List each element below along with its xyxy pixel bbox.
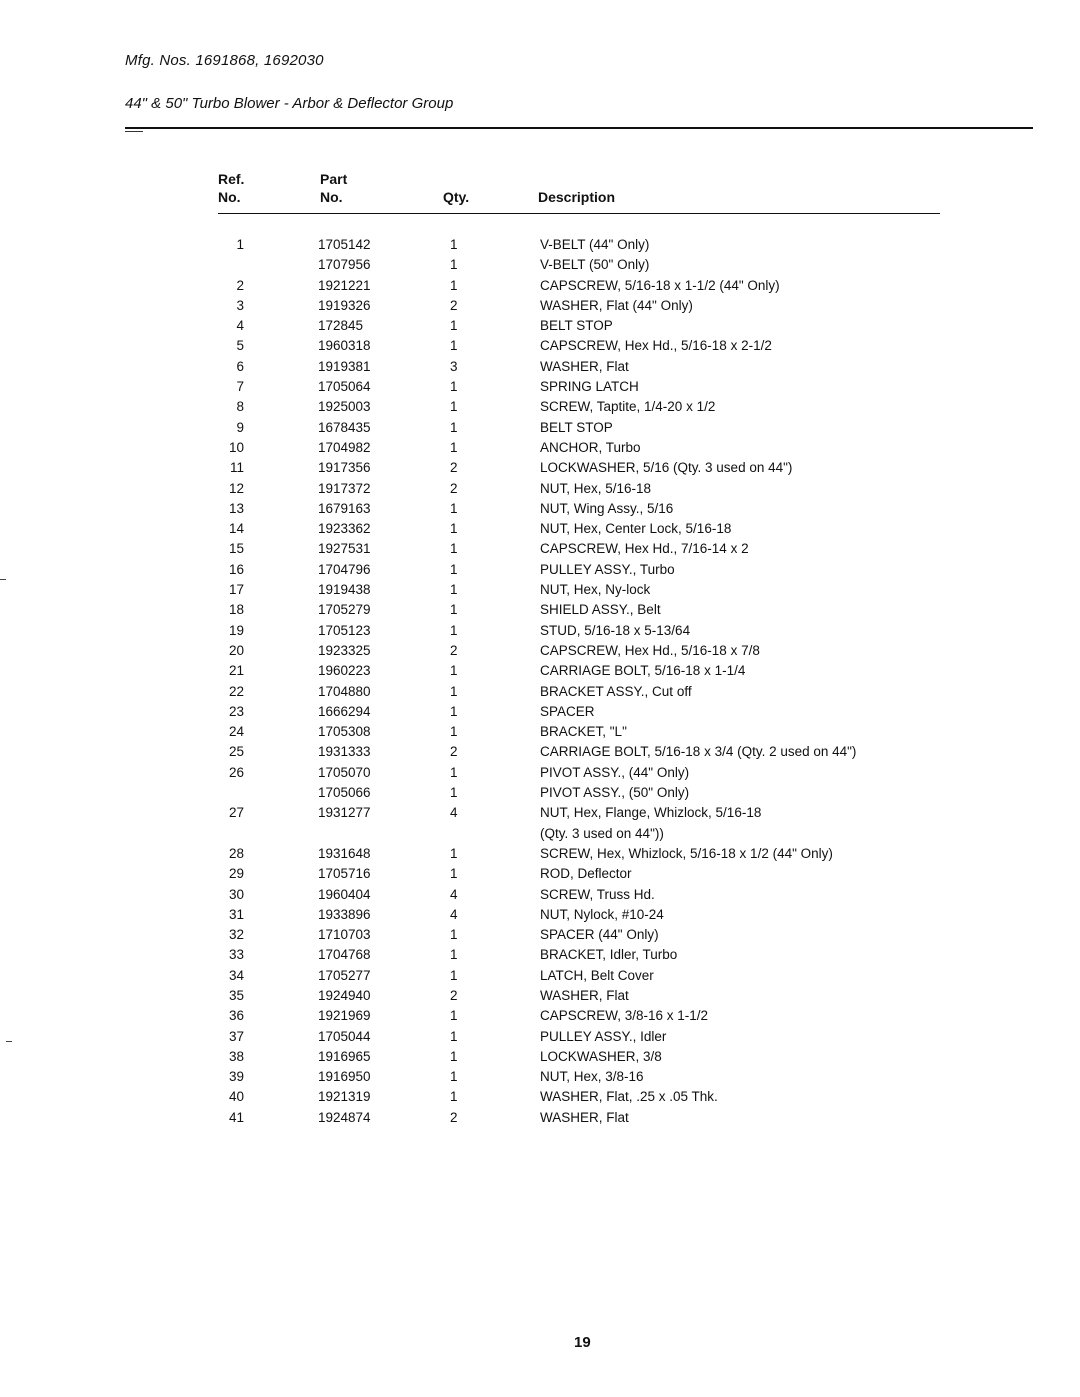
table-row xyxy=(0,418,1080,438)
ref-cell: 3 xyxy=(236,297,244,313)
description-cell: BELT STOP xyxy=(540,318,613,334)
part-number-cell: 1917372 xyxy=(318,480,371,496)
description-cell: NUT, Hex, 3/8-16 xyxy=(540,1069,644,1085)
qty-cell: 1 xyxy=(450,277,458,293)
table-row xyxy=(0,1067,1080,1087)
description-cell: NUT, Wing Assy., 5/16 xyxy=(540,500,674,516)
part-number-cell: 1916950 xyxy=(318,1069,371,1085)
table-row xyxy=(0,1027,1080,1047)
header-rule xyxy=(125,127,1033,129)
description-cell: NUT, Hex, Ny-lock xyxy=(540,582,651,598)
part-number-cell: 1960404 xyxy=(318,886,371,902)
table-row xyxy=(0,682,1080,702)
table-row xyxy=(0,824,1080,844)
ref-cell: 10 xyxy=(228,439,244,455)
description-cell: ROD, Deflector xyxy=(540,866,632,882)
description-cell: CARRIAGE BOLT, 5/16-18 x 1-1/4 xyxy=(540,663,746,679)
ref-cell: 34 xyxy=(228,967,244,983)
part-number-cell: 1933896 xyxy=(318,906,371,922)
qty-cell: 2 xyxy=(450,460,458,476)
description-cell: NUT, Nylock, #10-24 xyxy=(540,906,664,922)
qty-cell: 1 xyxy=(450,1048,458,1064)
table-row xyxy=(0,276,1080,296)
ref-cell: 21 xyxy=(228,663,244,679)
table-row xyxy=(0,580,1080,600)
description-cell: CAPSCREW, Hex Hd., 7/16-14 x 2 xyxy=(540,541,749,557)
part-number-cell: 1923325 xyxy=(318,642,371,658)
ref-cell: 6 xyxy=(236,358,244,374)
part-number-cell: 1704768 xyxy=(318,947,371,963)
qty-cell: 4 xyxy=(450,906,458,922)
table-row xyxy=(0,885,1080,905)
part-number-cell: 1919326 xyxy=(318,297,371,313)
qty-cell: 1 xyxy=(450,1008,458,1024)
qty-cell: 1 xyxy=(450,257,458,273)
qty-cell: 1 xyxy=(450,1069,458,1085)
qty-cell: 1 xyxy=(450,318,458,334)
part-number-cell: 1705716 xyxy=(318,866,371,882)
qty-cell: 1 xyxy=(450,683,458,699)
qty-cell: 1 xyxy=(450,500,458,516)
ref-cell: 30 xyxy=(228,886,244,902)
ref-cell: 13 xyxy=(228,500,244,516)
ref-cell: 22 xyxy=(228,683,244,699)
rule-tick xyxy=(125,131,143,132)
description-cell: WASHER, Flat xyxy=(540,987,629,1003)
table-row xyxy=(0,255,1080,275)
table-row xyxy=(0,479,1080,499)
ref-cell: 5 xyxy=(236,338,244,354)
description-cell: CAPSCREW, Hex Hd., 5/16-18 x 7/8 xyxy=(540,642,760,658)
ref-cell: 31 xyxy=(228,906,244,922)
ref-cell: 8 xyxy=(236,399,244,415)
qty-cell: 1 xyxy=(450,724,458,740)
ref-cell: 33 xyxy=(228,947,244,963)
description-cell: SPACER xyxy=(540,703,595,719)
part-number-cell: 1705066 xyxy=(318,785,371,801)
col-header-qty: Qty. xyxy=(443,189,470,205)
part-number-cell: 1960318 xyxy=(318,338,371,354)
ref-cell: 15 xyxy=(228,541,244,557)
table-row xyxy=(0,966,1080,986)
qty-cell: 1 xyxy=(450,764,458,780)
part-number-cell: 1705044 xyxy=(318,1028,371,1044)
part-number-cell: 1679163 xyxy=(318,500,371,516)
part-number-cell: 1705277 xyxy=(318,967,371,983)
table-row xyxy=(0,539,1080,559)
part-number-cell: 1710703 xyxy=(318,927,371,943)
table-row xyxy=(0,336,1080,356)
qty-cell: 1 xyxy=(450,521,458,537)
ref-cell: 26 xyxy=(228,764,244,780)
table-row xyxy=(0,499,1080,519)
table-row xyxy=(0,783,1080,803)
ref-cell: 41 xyxy=(228,1109,244,1125)
qty-cell: 2 xyxy=(450,642,458,658)
mfg-numbers: Mfg. Nos. 1691868, 1692030 xyxy=(125,52,324,69)
table-row xyxy=(0,438,1080,458)
part-number-cell: 1705070 xyxy=(318,764,371,780)
table-row xyxy=(0,1006,1080,1026)
qty-cell: 1 xyxy=(450,379,458,395)
ref-cell: 7 xyxy=(236,379,244,395)
qty-cell: 2 xyxy=(450,744,458,760)
qty-cell: 4 xyxy=(450,805,458,821)
qty-cell: 2 xyxy=(450,1109,458,1125)
description-cell: NUT, Hex, 5/16-18 xyxy=(540,480,652,496)
description-cell: PULLEY ASSY., Idler xyxy=(540,1028,667,1044)
ref-cell: 40 xyxy=(228,1089,244,1105)
ref-cell: 35 xyxy=(228,987,244,1003)
part-number-cell: 1666294 xyxy=(318,703,371,719)
description-cell: WASHER, Flat (44" Only) xyxy=(540,297,693,313)
description-cell: V-BELT (44" Only) xyxy=(540,237,650,252)
part-number-cell: 1705064 xyxy=(318,379,371,395)
part-number-cell: 1924874 xyxy=(318,1109,371,1125)
part-number-cell: 1921319 xyxy=(318,1089,371,1105)
parts-table xyxy=(0,235,1080,1128)
description-cell: BRACKET ASSY., Cut off xyxy=(540,683,692,699)
page-number: 19 xyxy=(574,1334,591,1351)
description-cell: PIVOT ASSY., (44" Only) xyxy=(540,764,690,780)
part-number-cell: 1919381 xyxy=(318,358,371,374)
qty-cell: 1 xyxy=(450,663,458,679)
table-row xyxy=(0,803,1080,823)
qty-cell: 2 xyxy=(450,987,458,1003)
description-cell: (Qty. 3 used on 44")) xyxy=(540,825,664,841)
table-row xyxy=(0,763,1080,783)
qty-cell: 1 xyxy=(450,785,458,801)
qty-cell: 1 xyxy=(450,338,458,354)
description-cell: CAPSCREW, 5/16-18 x 1-1/2 (44" Only) xyxy=(540,277,780,293)
qty-cell: 1 xyxy=(450,237,458,252)
description-cell: SPACER (44" Only) xyxy=(540,927,659,943)
qty-cell: 1 xyxy=(450,947,458,963)
ref-cell: 36 xyxy=(228,1008,244,1024)
qty-cell: 1 xyxy=(450,582,458,598)
table-row xyxy=(0,641,1080,661)
qty-cell: 1 xyxy=(450,703,458,719)
part-number-cell: 1925003 xyxy=(318,399,371,415)
part-number-cell: 1705142 xyxy=(318,237,371,252)
part-number-cell: 1916965 xyxy=(318,1048,371,1064)
ref-cell: 32 xyxy=(228,927,244,943)
ref-cell: 17 xyxy=(228,582,244,598)
part-number-cell: 1921221 xyxy=(318,277,371,293)
table-row xyxy=(0,397,1080,417)
part-number-cell: 1931333 xyxy=(318,744,371,760)
ref-cell: 24 xyxy=(228,724,244,740)
qty-cell: 3 xyxy=(450,358,458,374)
description-cell: WASHER, Flat xyxy=(540,358,629,374)
qty-cell: 1 xyxy=(450,1028,458,1044)
description-cell: SPRING LATCH xyxy=(540,379,639,395)
qty-cell: 1 xyxy=(450,602,458,618)
description-cell: CAPSCREW, Hex Hd., 5/16-18 x 2-1/2 xyxy=(540,338,772,354)
ref-cell: 29 xyxy=(228,866,244,882)
description-cell: WASHER, Flat xyxy=(540,1109,629,1125)
ref-cell: 19 xyxy=(228,622,244,638)
table-row xyxy=(0,458,1080,478)
table-row xyxy=(0,560,1080,580)
description-cell: PIVOT ASSY., (50" Only) xyxy=(540,785,690,801)
description-cell: BRACKET, Idler, Turbo xyxy=(540,947,678,963)
ref-cell: 2 xyxy=(236,277,244,293)
ref-cell: 12 xyxy=(228,480,244,496)
table-row xyxy=(0,742,1080,762)
qty-cell: 1 xyxy=(450,439,458,455)
qty-cell: 4 xyxy=(450,886,458,902)
part-number-cell: 172845 xyxy=(318,318,364,334)
table-row xyxy=(0,377,1080,397)
col-header-description: Description xyxy=(538,189,616,205)
table-row xyxy=(0,621,1080,641)
ref-cell: 37 xyxy=(228,1028,244,1044)
table-row xyxy=(0,1108,1080,1128)
part-number-cell: 1705279 xyxy=(318,602,371,618)
description-cell: WASHER, Flat, .25 x .05 Thk. xyxy=(540,1089,718,1105)
part-number-cell: 1917356 xyxy=(318,460,371,476)
description-cell: ANCHOR, Turbo xyxy=(540,439,641,455)
part-number-cell: 1924940 xyxy=(318,987,371,1003)
qty-cell: 1 xyxy=(450,561,458,577)
table-row xyxy=(0,357,1080,377)
table-header-rule xyxy=(218,213,940,214)
description-cell: SCREW, Taptite, 1/4-20 x 1/2 xyxy=(540,399,716,415)
table-row xyxy=(0,661,1080,681)
qty-cell: 1 xyxy=(450,967,458,983)
table-row xyxy=(0,722,1080,742)
part-number-cell: 1707956 xyxy=(318,257,371,273)
ref-cell: 20 xyxy=(228,642,244,658)
col-header-part: Part No. xyxy=(320,171,348,205)
table-row xyxy=(0,844,1080,864)
table-row xyxy=(0,316,1080,336)
qty-cell: 1 xyxy=(450,622,458,638)
ref-cell: 18 xyxy=(228,602,244,618)
part-number-cell: 1705123 xyxy=(318,622,371,638)
part-number-cell: 1921969 xyxy=(318,1008,371,1024)
table-row xyxy=(0,864,1080,884)
ref-cell: 38 xyxy=(228,1048,244,1064)
table-row xyxy=(0,519,1080,539)
qty-cell: 1 xyxy=(450,541,458,557)
qty-cell: 1 xyxy=(450,419,458,435)
table-row xyxy=(0,600,1080,620)
table-row xyxy=(0,986,1080,1006)
qty-cell: 2 xyxy=(450,297,458,313)
part-number-cell: 1705308 xyxy=(318,724,371,740)
qty-cell: 1 xyxy=(450,1089,458,1105)
description-cell: LOCKWASHER, 5/16 (Qty. 3 used on 44") xyxy=(540,460,793,476)
ref-cell: 4 xyxy=(236,318,244,334)
table-row xyxy=(0,945,1080,965)
description-cell: NUT, Hex, Center Lock, 5/16-18 xyxy=(540,521,732,537)
description-cell: CARRIAGE BOLT, 5/16-18 x 3/4 (Qty. 2 used on 44") xyxy=(540,744,857,760)
part-number-cell: 1931648 xyxy=(318,845,371,861)
ref-cell: 14 xyxy=(228,521,244,537)
qty-cell: 1 xyxy=(450,845,458,861)
part-number-cell: 1704880 xyxy=(318,683,371,699)
description-cell: STUD, 5/16-18 x 5-13/64 xyxy=(540,622,691,638)
qty-cell: 1 xyxy=(450,399,458,415)
ref-cell: 23 xyxy=(228,703,244,719)
ref-cell: 39 xyxy=(228,1069,244,1085)
ref-cell: 16 xyxy=(228,561,244,577)
part-number-cell: 1927531 xyxy=(318,541,371,557)
description-cell: CAPSCREW, 3/8-16 x 1-1/2 xyxy=(540,1008,709,1024)
col-header-ref: Ref. No. xyxy=(218,171,245,205)
qty-cell: 1 xyxy=(450,927,458,943)
description-cell: PULLEY ASSY., Turbo xyxy=(540,561,675,577)
ref-cell: 11 xyxy=(229,460,244,476)
group-title: 44" & 50" Turbo Blower - Arbor & Deflector Group xyxy=(125,95,454,112)
ref-cell: 28 xyxy=(228,845,244,861)
description-cell: SCREW, Hex, Whizlock, 5/16-18 x 1/2 (44" Only) xyxy=(540,845,833,861)
ref-cell: 25 xyxy=(228,744,244,760)
table-row xyxy=(0,925,1080,945)
description-cell: BELT STOP xyxy=(540,419,613,435)
part-number-cell: 1919438 xyxy=(318,582,371,598)
ref-cell: 9 xyxy=(236,419,244,435)
description-cell: LATCH, Belt Cover xyxy=(540,967,654,983)
part-number-cell: 1678435 xyxy=(318,419,371,435)
table-row xyxy=(0,235,1080,255)
description-cell: BRACKET, "L" xyxy=(540,724,627,740)
description-cell: SHIELD ASSY., Belt xyxy=(540,602,661,618)
table-row xyxy=(0,702,1080,722)
description-cell: V-BELT (50" Only) xyxy=(540,257,650,273)
table-row xyxy=(0,1047,1080,1067)
table-row xyxy=(0,296,1080,316)
description-cell: LOCKWASHER, 3/8 xyxy=(540,1048,662,1064)
ref-cell: 1 xyxy=(236,237,244,252)
part-number-cell: 1923362 xyxy=(318,521,371,537)
qty-cell: 2 xyxy=(450,480,458,496)
part-number-cell: 1704796 xyxy=(318,561,371,577)
part-number-cell: 1704982 xyxy=(318,439,371,455)
qty-cell: 1 xyxy=(450,866,458,882)
ref-cell: 27 xyxy=(228,805,244,821)
description-cell: NUT, Hex, Flange, Whizlock, 5/16-18 xyxy=(540,805,762,821)
part-number-cell: 1960223 xyxy=(318,663,371,679)
table-row xyxy=(0,1087,1080,1107)
part-number-cell: 1931277 xyxy=(318,805,371,821)
table-row xyxy=(0,905,1080,925)
description-cell: SCREW, Truss Hd. xyxy=(540,886,655,902)
